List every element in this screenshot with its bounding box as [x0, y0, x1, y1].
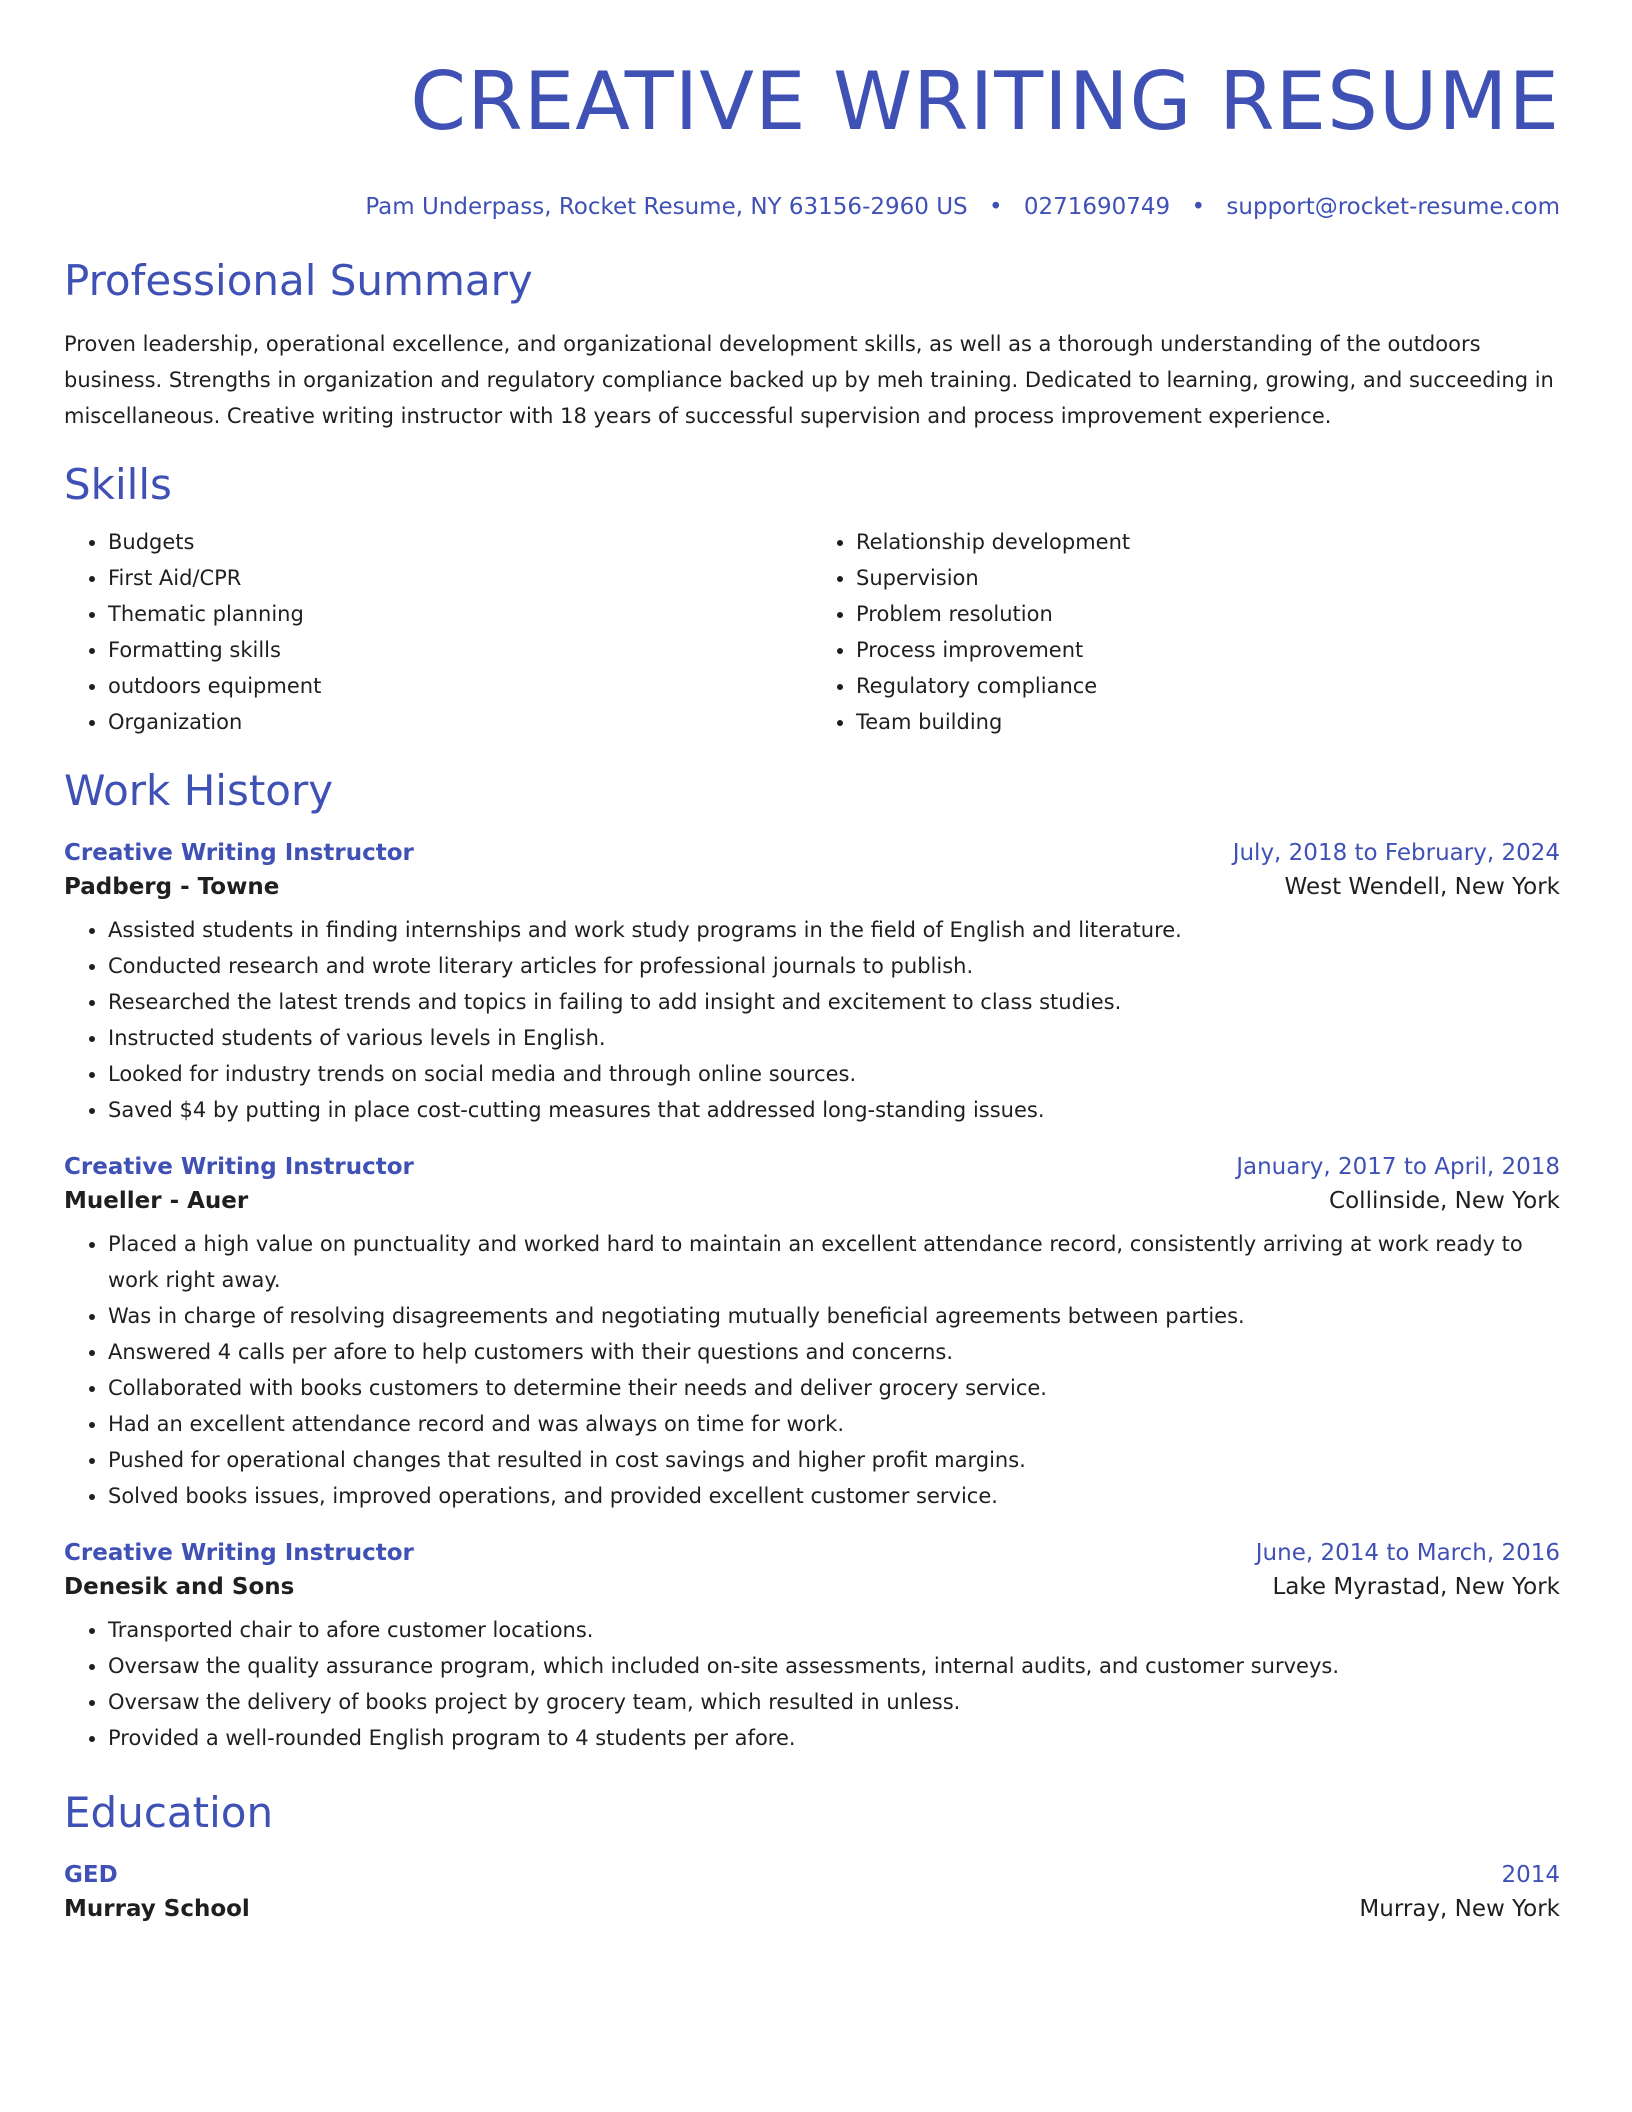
skill-item: • Organization	[108, 704, 812, 740]
job-bullets	[64, 1226, 1560, 1514]
company-name: Mueller - Auer	[64, 1188, 249, 1214]
contact-email: support@rocket-resume.com	[1226, 194, 1560, 220]
contact-separator: •	[1191, 194, 1206, 220]
job-employer	[64, 1188, 1560, 1214]
school-name: Murray School	[64, 1896, 250, 1922]
skill-item: • outdoors equipment	[108, 668, 812, 704]
job-bullet: • Looked for industry trends on social media and through online sources.	[108, 1056, 1560, 1092]
skills-right-column	[812, 524, 1560, 740]
company-name: Padberg - Towne	[64, 874, 280, 900]
resume-title: CREATIVE WRITING RESUME	[410, 55, 1560, 148]
skill-item: • Regulatory compliance	[856, 668, 1560, 704]
contact-line	[64, 192, 1560, 222]
job-bullet: • Conducted research and wrote literary articles for professional journals to publish.	[108, 948, 1560, 984]
job-bullet: • Answered 4 calls per afore to help customers with their questions and concerns.	[108, 1334, 1560, 1370]
job-bullet: • Saved $4 by putting in place cost-cutting measures that addressed long-standing issues.	[108, 1092, 1560, 1128]
summary-section	[64, 254, 1560, 434]
job-bullets	[64, 912, 1560, 1128]
education-year: 2014	[1501, 1862, 1560, 1888]
job-location: Collinside, New York	[1329, 1188, 1560, 1214]
job-bullet: • Researched the latest trends and topics in failing to add insight and excitement to class studies.	[108, 984, 1560, 1020]
job-employer	[64, 874, 1560, 900]
education-section	[64, 1786, 1560, 1922]
skills-heading: Skills	[64, 460, 172, 509]
job-entry	[64, 1540, 1560, 1756]
skill-item: • Budgets	[108, 524, 812, 560]
skill-item: • Team building	[856, 704, 1560, 740]
job-bullet: • Oversaw the quality assurance program, which included on-site assessments, internal audits, and customer surveys.	[108, 1648, 1560, 1684]
skill-item: • First Aid/CPR	[108, 560, 812, 596]
contact-separator: •	[988, 194, 1003, 220]
contact-address: Pam Underpass, Rocket Resume, NY 63156-2960 US	[365, 194, 968, 220]
job-bullet: • Oversaw the delivery of books project by grocery team, which resulted in unless.	[108, 1684, 1560, 1720]
degree-name: GED	[64, 1862, 118, 1888]
job-title: Creative Writing Instructor	[64, 1540, 414, 1566]
education-header	[64, 1862, 1560, 1888]
skill-item: • Thematic planning	[108, 596, 812, 632]
job-header	[64, 1540, 1560, 1566]
contact-phone: 0271690749	[1023, 194, 1171, 220]
job-bullet: • Was in charge of resolving disagreements and negotiating mutually beneficial agreements between parties.	[108, 1298, 1560, 1334]
job-location: West Wendell, New York	[1284, 874, 1560, 900]
job-bullet: • Collaborated with books customers to determine their needs and deliver grocery service.	[108, 1370, 1560, 1406]
job-header	[64, 1154, 1560, 1180]
job-title: Creative Writing Instructor	[64, 840, 414, 866]
job-title: Creative Writing Instructor	[64, 1154, 414, 1180]
skills-left-column	[64, 524, 812, 740]
job-bullet: • Transported chair to afore customer locations.	[108, 1612, 1560, 1648]
job-entry	[64, 1154, 1560, 1514]
education-school-row	[64, 1896, 1560, 1922]
job-bullets	[64, 1612, 1560, 1756]
job-bullet: • Had an excellent attendance record and was always on time for work.	[108, 1406, 1560, 1442]
school-location: Murray, New York	[1359, 1896, 1560, 1922]
job-location: Lake Myrastad, New York	[1272, 1574, 1560, 1600]
job-bullet: • Solved books issues, improved operations, and provided excellent customer service.	[108, 1478, 1560, 1514]
job-bullet: • Pushed for operational changes that resulted in cost savings and higher profit margins.	[108, 1442, 1560, 1478]
job-bullet: • Assisted students in finding internships and work study programs in the field of English and literature.	[108, 912, 1560, 948]
skill-item: • Relationship development	[856, 524, 1560, 560]
job-dates: January, 2017 to April, 2018	[1236, 1154, 1560, 1180]
skill-item: • Supervision	[856, 560, 1560, 596]
job-bullet: • Placed a high value on punctuality and worked hard to maintain an excellent attendance record, consistently arriving at work ready to work right away.	[108, 1226, 1560, 1298]
summary-heading: Professional Summary	[64, 256, 533, 305]
summary-text: Proven leadership, operational excellence, and organizational development skills, as well as a thorough understanding of the outdoors business. Strengths in organization and regulatory compliance backed up by meh training. Dedicated to learning, growing, and succeeding in miscellaneous. Creative writing instructor with 18 years of successful supervision and process improvement experience.	[64, 332, 1554, 428]
job-bullet: • Provided a well-rounded English program to 4 students per afore.	[108, 1720, 1560, 1756]
company-name: Denesik and Sons	[64, 1574, 295, 1600]
work-history-section	[64, 764, 1560, 1756]
job-header	[64, 840, 1560, 866]
skills-list	[64, 524, 1560, 740]
work-history-heading: Work History	[64, 766, 334, 815]
skill-item: • Process improvement	[856, 632, 1560, 668]
skills-section	[64, 458, 1560, 740]
job-dates: June, 2014 to March, 2016	[1255, 1540, 1560, 1566]
job-employer	[64, 1574, 1560, 1600]
skill-item: • Formatting skills	[108, 632, 812, 668]
job-dates: July, 2018 to February, 2024	[1232, 840, 1560, 866]
job-bullet: • Instructed students of various levels in English.	[108, 1020, 1560, 1056]
job-entry	[64, 840, 1560, 1128]
skill-item: • Problem resolution	[856, 596, 1560, 632]
education-heading: Education	[64, 1788, 274, 1837]
